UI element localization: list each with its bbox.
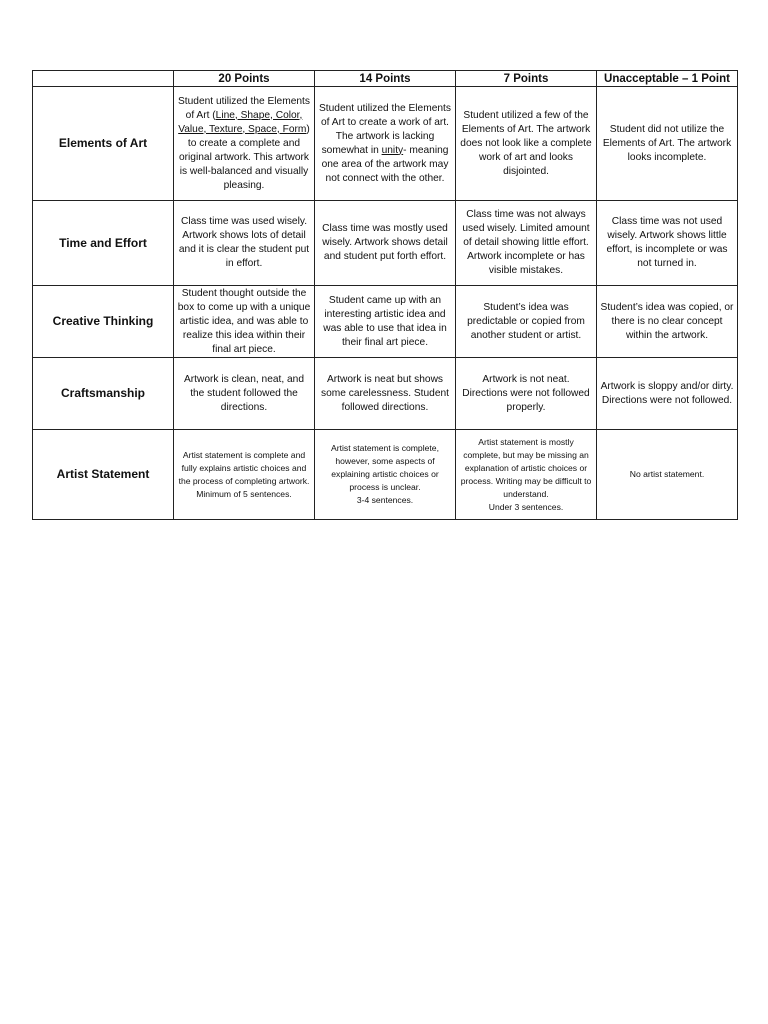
- score-cell-1: Artwork is sloppy and/or dirty. Directions were not followed.: [597, 358, 738, 430]
- score-cell-20: Artist statement is complete and fully explains artistic choices and the process of completing artwork. Minimum of 5 sentences.: [174, 430, 315, 520]
- grading-rubric-table: [32, 70, 738, 520]
- score-cell-1: Class time was not used wisely. Artwork shows little effort, is incomplete or was not turned in.: [597, 201, 738, 286]
- score-cell-14: Student came up with an interesting artistic idea and was able to use that idea in their final art piece.: [315, 286, 456, 358]
- header-14-points: 14 Points: [315, 71, 456, 87]
- score-cell-14: Artist statement is complete, however, some aspects of explaining artistic choices or process is unclear. 3-4 sentences.: [315, 430, 456, 520]
- score-cell-7: Artwork is not neat. Directions were not followed properly.: [456, 358, 597, 430]
- header-7-points: 7 Points: [456, 71, 597, 87]
- score-cell-7: Student utilized a few of the Elements of Art. The artwork does not look like a complete work of art and looks disjointed.: [456, 87, 597, 201]
- score-cell-14: Student utilized the Elements of Art to create a work of art. The artwork is lacking somewhat in unity- meaning one area of the artwork may not connect with the other.: [315, 87, 456, 201]
- rubric-row-elements-of-art: [33, 87, 738, 201]
- criterion-label: Elements of Art: [33, 87, 174, 201]
- sentence-requirement: Under 3 sentences.: [488, 501, 564, 512]
- underlined-unity: unity: [381, 144, 404, 156]
- rubric-row-artist-statement: [33, 430, 738, 520]
- criterion-label: Time and Effort: [33, 201, 174, 286]
- rubric-row-craftsmanship: [33, 358, 738, 430]
- score-cell-1: No artist statement.: [597, 430, 738, 520]
- score-cell-20: Artwork is clean, neat, and the student followed the directions.: [174, 358, 315, 430]
- criterion-label: Artist Statement: [33, 430, 174, 520]
- score-cell-7: Student’s idea was predictable or copied from another student or artist.: [456, 286, 597, 358]
- criterion-label: Creative Thinking: [33, 286, 174, 358]
- underlined-elements-list: Line, Shape, Color, Value, Texture, Space, Form: [178, 109, 307, 135]
- header-row: [33, 71, 738, 87]
- corner-cell: [33, 71, 174, 87]
- score-cell-1: Student did not utilize the Elements of Art. The artwork looks incomplete.: [597, 87, 738, 201]
- score-cell-7: Class time was not always used wisely. Limited amount of detail showing little effort. Artwork incomplete or has visible mistakes.: [456, 201, 597, 286]
- criterion-label: Craftsmanship: [33, 358, 174, 430]
- score-cell-14: Artwork is neat but shows some carelessness. Student followed directions.: [315, 358, 456, 430]
- score-cell-20: Student utilized the Elements of Art (Line, Shape, Color, Value, Texture, Space, Form) to create a complete and original artwork. This artwork is well-balanced and visually pleasing.: [174, 87, 315, 201]
- rubric-row-time-and-effort: [33, 201, 738, 286]
- score-cell-1: Student’s idea was copied, or there is no clear concept within the artwork.: [597, 286, 738, 358]
- score-cell-20: Class time was used wisely. Artwork shows lots of detail and it is clear the student put in effort.: [174, 201, 315, 286]
- score-cell-20: Student thought outside the box to come up with a unique artistic idea, and was able to realize this idea within their final art piece.: [174, 286, 315, 358]
- header-unacceptable: Unacceptable – 1 Point: [597, 71, 738, 87]
- score-cell-14: Class time was mostly used wisely. Artwork shows detail and student put forth effort.: [315, 201, 456, 286]
- score-cell-7: Artist statement is mostly complete, but may be missing an explanation of artistic choices or process. Writing may be difficult to understand. Under 3 sentences.: [456, 430, 597, 520]
- rubric-row-creative-thinking: [33, 286, 738, 358]
- sentence-requirement: 3-4 sentences.: [356, 495, 414, 505]
- header-20-points: 20 Points: [174, 71, 315, 87]
- sentence-requirement: Minimum of 5 sentences.: [196, 488, 292, 499]
